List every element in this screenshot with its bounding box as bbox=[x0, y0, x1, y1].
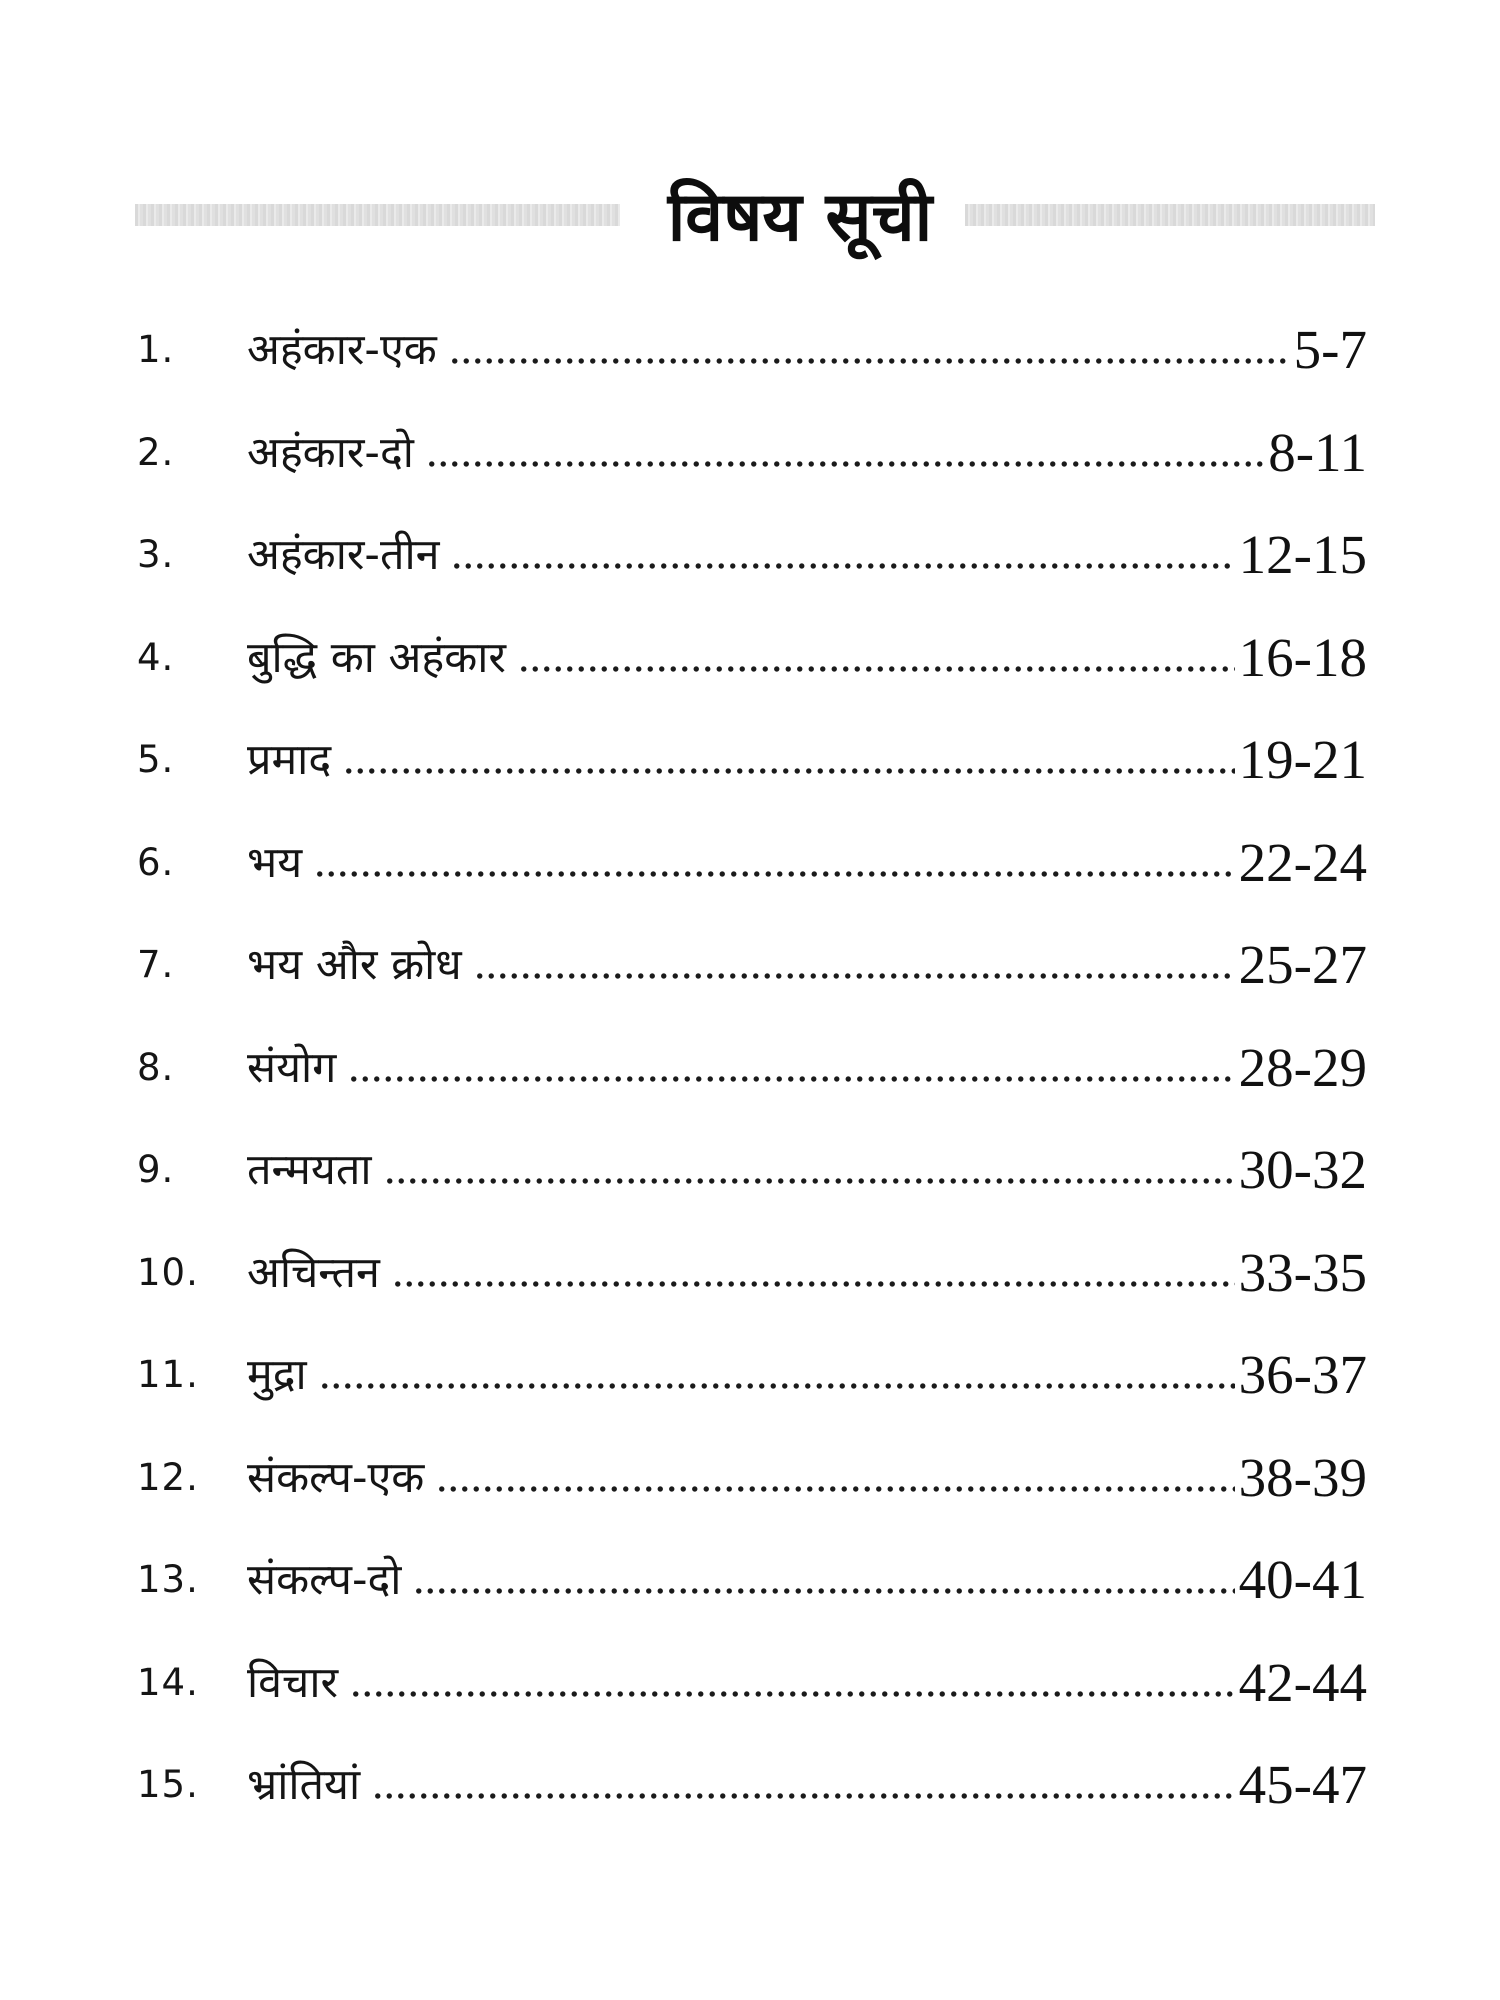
chapter-title: संकल्प-एक bbox=[247, 1453, 425, 1503]
toc-entry bbox=[137, 925, 1367, 995]
chapter-title: संयोग bbox=[247, 1043, 337, 1093]
title-rule-right bbox=[965, 204, 1375, 226]
toc-entry bbox=[137, 1643, 1367, 1713]
dot-leader bbox=[474, 971, 1235, 981]
dot-leader bbox=[413, 1586, 1234, 1596]
page-range: 33-35 bbox=[1238, 1242, 1367, 1303]
entry-number: 3. bbox=[137, 533, 175, 576]
page-range: 40-41 bbox=[1238, 1549, 1367, 1610]
toc-entry bbox=[137, 1335, 1367, 1405]
entry-number: 7. bbox=[137, 943, 175, 986]
chapter-title: तन्मयता bbox=[247, 1145, 372, 1195]
page-range: 38-39 bbox=[1238, 1447, 1367, 1508]
toc-entry bbox=[137, 1438, 1367, 1508]
page-range: 36-37 bbox=[1238, 1344, 1367, 1405]
dot-leader bbox=[449, 356, 1290, 366]
entry-number: 2. bbox=[137, 431, 175, 474]
dot-leader bbox=[319, 1381, 1235, 1391]
page-range: 45-47 bbox=[1238, 1754, 1367, 1815]
chapter-title: भय bbox=[247, 838, 303, 888]
title-rule-left bbox=[135, 204, 620, 226]
toc-entry bbox=[137, 515, 1367, 585]
chapter-title: बुद्धि का अहंकार bbox=[247, 633, 506, 683]
chapter-title: भ्रांतियां bbox=[247, 1760, 361, 1810]
entry-number: 11. bbox=[137, 1353, 199, 1396]
dot-leader bbox=[518, 664, 1235, 674]
dot-leader bbox=[372, 1791, 1235, 1801]
entry-number: 15. bbox=[137, 1763, 199, 1806]
entry-number: 12. bbox=[137, 1456, 199, 1499]
entry-number: 5. bbox=[137, 738, 175, 781]
toc-entry bbox=[137, 618, 1367, 688]
dot-leader bbox=[426, 459, 1264, 469]
toc-entry bbox=[137, 1233, 1367, 1303]
page-range: 42-44 bbox=[1238, 1652, 1367, 1713]
chapter-title: भय और क्रोध bbox=[247, 940, 462, 990]
page-title: विषय सूची bbox=[667, 178, 933, 257]
dot-leader bbox=[436, 1484, 1234, 1494]
chapter-title: संकल्प-दो bbox=[247, 1555, 402, 1605]
page-range: 25-27 bbox=[1238, 934, 1367, 995]
chapter-title: अहंकार-तीन bbox=[247, 530, 440, 580]
dot-leader bbox=[350, 1689, 1235, 1699]
page-range: 30-32 bbox=[1238, 1139, 1367, 1200]
chapter-title: प्रमाद bbox=[247, 735, 332, 785]
title-band bbox=[135, 168, 1375, 272]
entry-number: 13. bbox=[137, 1558, 199, 1601]
dot-leader bbox=[314, 869, 1235, 879]
page-range: 12-15 bbox=[1238, 524, 1367, 585]
toc-entry bbox=[137, 413, 1367, 483]
entry-number: 1. bbox=[137, 328, 175, 371]
chapter-title: अचिन्तन bbox=[247, 1248, 380, 1298]
toc-entry bbox=[137, 720, 1367, 790]
entry-number: 8. bbox=[137, 1046, 175, 1089]
page-range: 28-29 bbox=[1238, 1037, 1367, 1098]
chapter-title: विचार bbox=[247, 1658, 339, 1708]
dot-leader bbox=[451, 561, 1234, 571]
page-range: 16-18 bbox=[1238, 627, 1367, 688]
page-range: 22-24 bbox=[1238, 832, 1367, 893]
chapter-title: अहंकार-दो bbox=[247, 428, 414, 478]
toc-entry bbox=[137, 1745, 1367, 1815]
entry-number: 14. bbox=[137, 1661, 199, 1704]
dot-leader bbox=[384, 1176, 1235, 1186]
toc-entry bbox=[137, 1540, 1367, 1610]
toc-entry bbox=[137, 1130, 1367, 1200]
dot-leader bbox=[348, 1074, 1234, 1084]
dot-leader bbox=[343, 766, 1235, 776]
toc-entry bbox=[137, 310, 1367, 380]
chapter-title: मुद्रा bbox=[247, 1350, 307, 1400]
page-range: 8-11 bbox=[1268, 422, 1367, 483]
page-range: 19-21 bbox=[1238, 729, 1367, 790]
dot-leader bbox=[392, 1279, 1235, 1289]
entry-number: 6. bbox=[137, 841, 175, 884]
toc-entry bbox=[137, 823, 1367, 893]
entry-number: 10. bbox=[137, 1251, 199, 1294]
entry-number: 9. bbox=[137, 1148, 175, 1191]
toc-entry bbox=[137, 1028, 1367, 1098]
entry-number: 4. bbox=[137, 636, 175, 679]
page-range: 5-7 bbox=[1293, 319, 1367, 380]
chapter-title: अहंकार-एक bbox=[247, 325, 437, 375]
